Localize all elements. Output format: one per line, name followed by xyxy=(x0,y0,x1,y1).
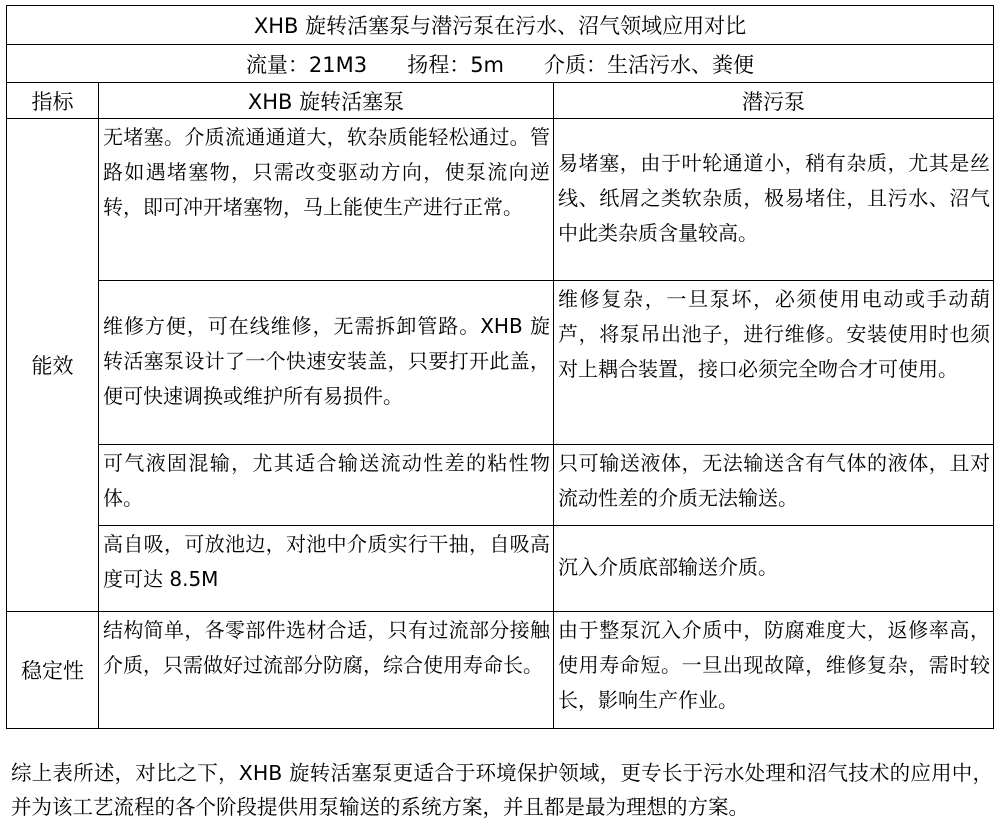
summary-paragraph: 综上表所述，对比之下，XHB 旋转活塞泵更适合于环境保护领域，更专长于污水处理和沼气技术的应用中，并为该工艺流程的各个阶段提供用泵输送的系统方案，并且都是最为理想的方案。 xyxy=(11,761,993,819)
header-indicator: 指标 xyxy=(7,83,99,119)
header-submersible-pump: 潜污泵 xyxy=(554,83,994,119)
table-row xyxy=(7,445,994,526)
table-row xyxy=(7,526,994,612)
comparison-table xyxy=(6,5,994,729)
category-stability: 稳定性 xyxy=(7,612,99,729)
xhb-cell-clogging: 无堵塞。介质流通通道大，软杂质能轻松通过。管路如遇堵塞物，只需改变驱动方向，使泵流向逆转，即可冲开堵塞物，马上能使生产进行正常。 xyxy=(99,119,554,281)
submersible-cell-clogging: 易堵塞，由于叶轮通道小，稍有杂质，尤其是丝线、纸屑之类软杂质，极易堵住，且污水、沼气中此类杂质含量较高。 xyxy=(554,119,994,281)
category-efficiency: 能效 xyxy=(7,119,99,612)
xhb-cell-structure: 结构简单，各零部件选材合适，只有过流部分接触介质，只需做好过流部分防腐，综合使用寿命长。 xyxy=(99,612,554,729)
table-row xyxy=(7,119,994,281)
header-xhb-pump: XHB 旋转活塞泵 xyxy=(99,83,554,119)
submersible-cell-structure: 由于整泵沉入介质中，防腐难度大，返修率高，使用寿命短。一旦出现故障，维修复杂，需时较长，影响生产作业。 xyxy=(554,612,994,729)
submersible-cell-maintenance: 维修复杂，一旦泵坏，必须使用电动或手动葫芦，将泵吊出池子，进行维修。安装使用时也须对上耦合装置，接口必须完全吻合才可使用。 xyxy=(554,281,994,445)
table-row xyxy=(7,281,994,445)
xhb-cell-mixed-transport: 可气液固混输，尤其适合输送流动性差的粘性物体。 xyxy=(99,445,554,526)
xhb-cell-maintenance: 维修方便，可在线维修，无需拆卸管路。XHB 旋转活塞泵设计了一个快速安装盖，只要打开此盖，便可快速调换或维护所有易损件。 xyxy=(99,281,554,445)
table-title: XHB 旋转活塞泵与潜污泵在污水、沼气领域应用对比 xyxy=(7,6,994,45)
submersible-cell-mixed-transport: 只可输送液体，无法输送含有气体的液体，且对流动性差的介质无法输送。 xyxy=(554,445,994,526)
table-parameters: 流量：21M3 扬程：5m 介质：生活污水、粪便 xyxy=(7,45,994,83)
table-row xyxy=(7,612,994,729)
xhb-cell-self-priming: 高自吸，可放池边，对池中介质实行干抽，自吸高度可达 8.5M xyxy=(99,526,554,612)
submersible-cell-self-priming: 沉入介质底部输送介质。 xyxy=(554,526,994,612)
